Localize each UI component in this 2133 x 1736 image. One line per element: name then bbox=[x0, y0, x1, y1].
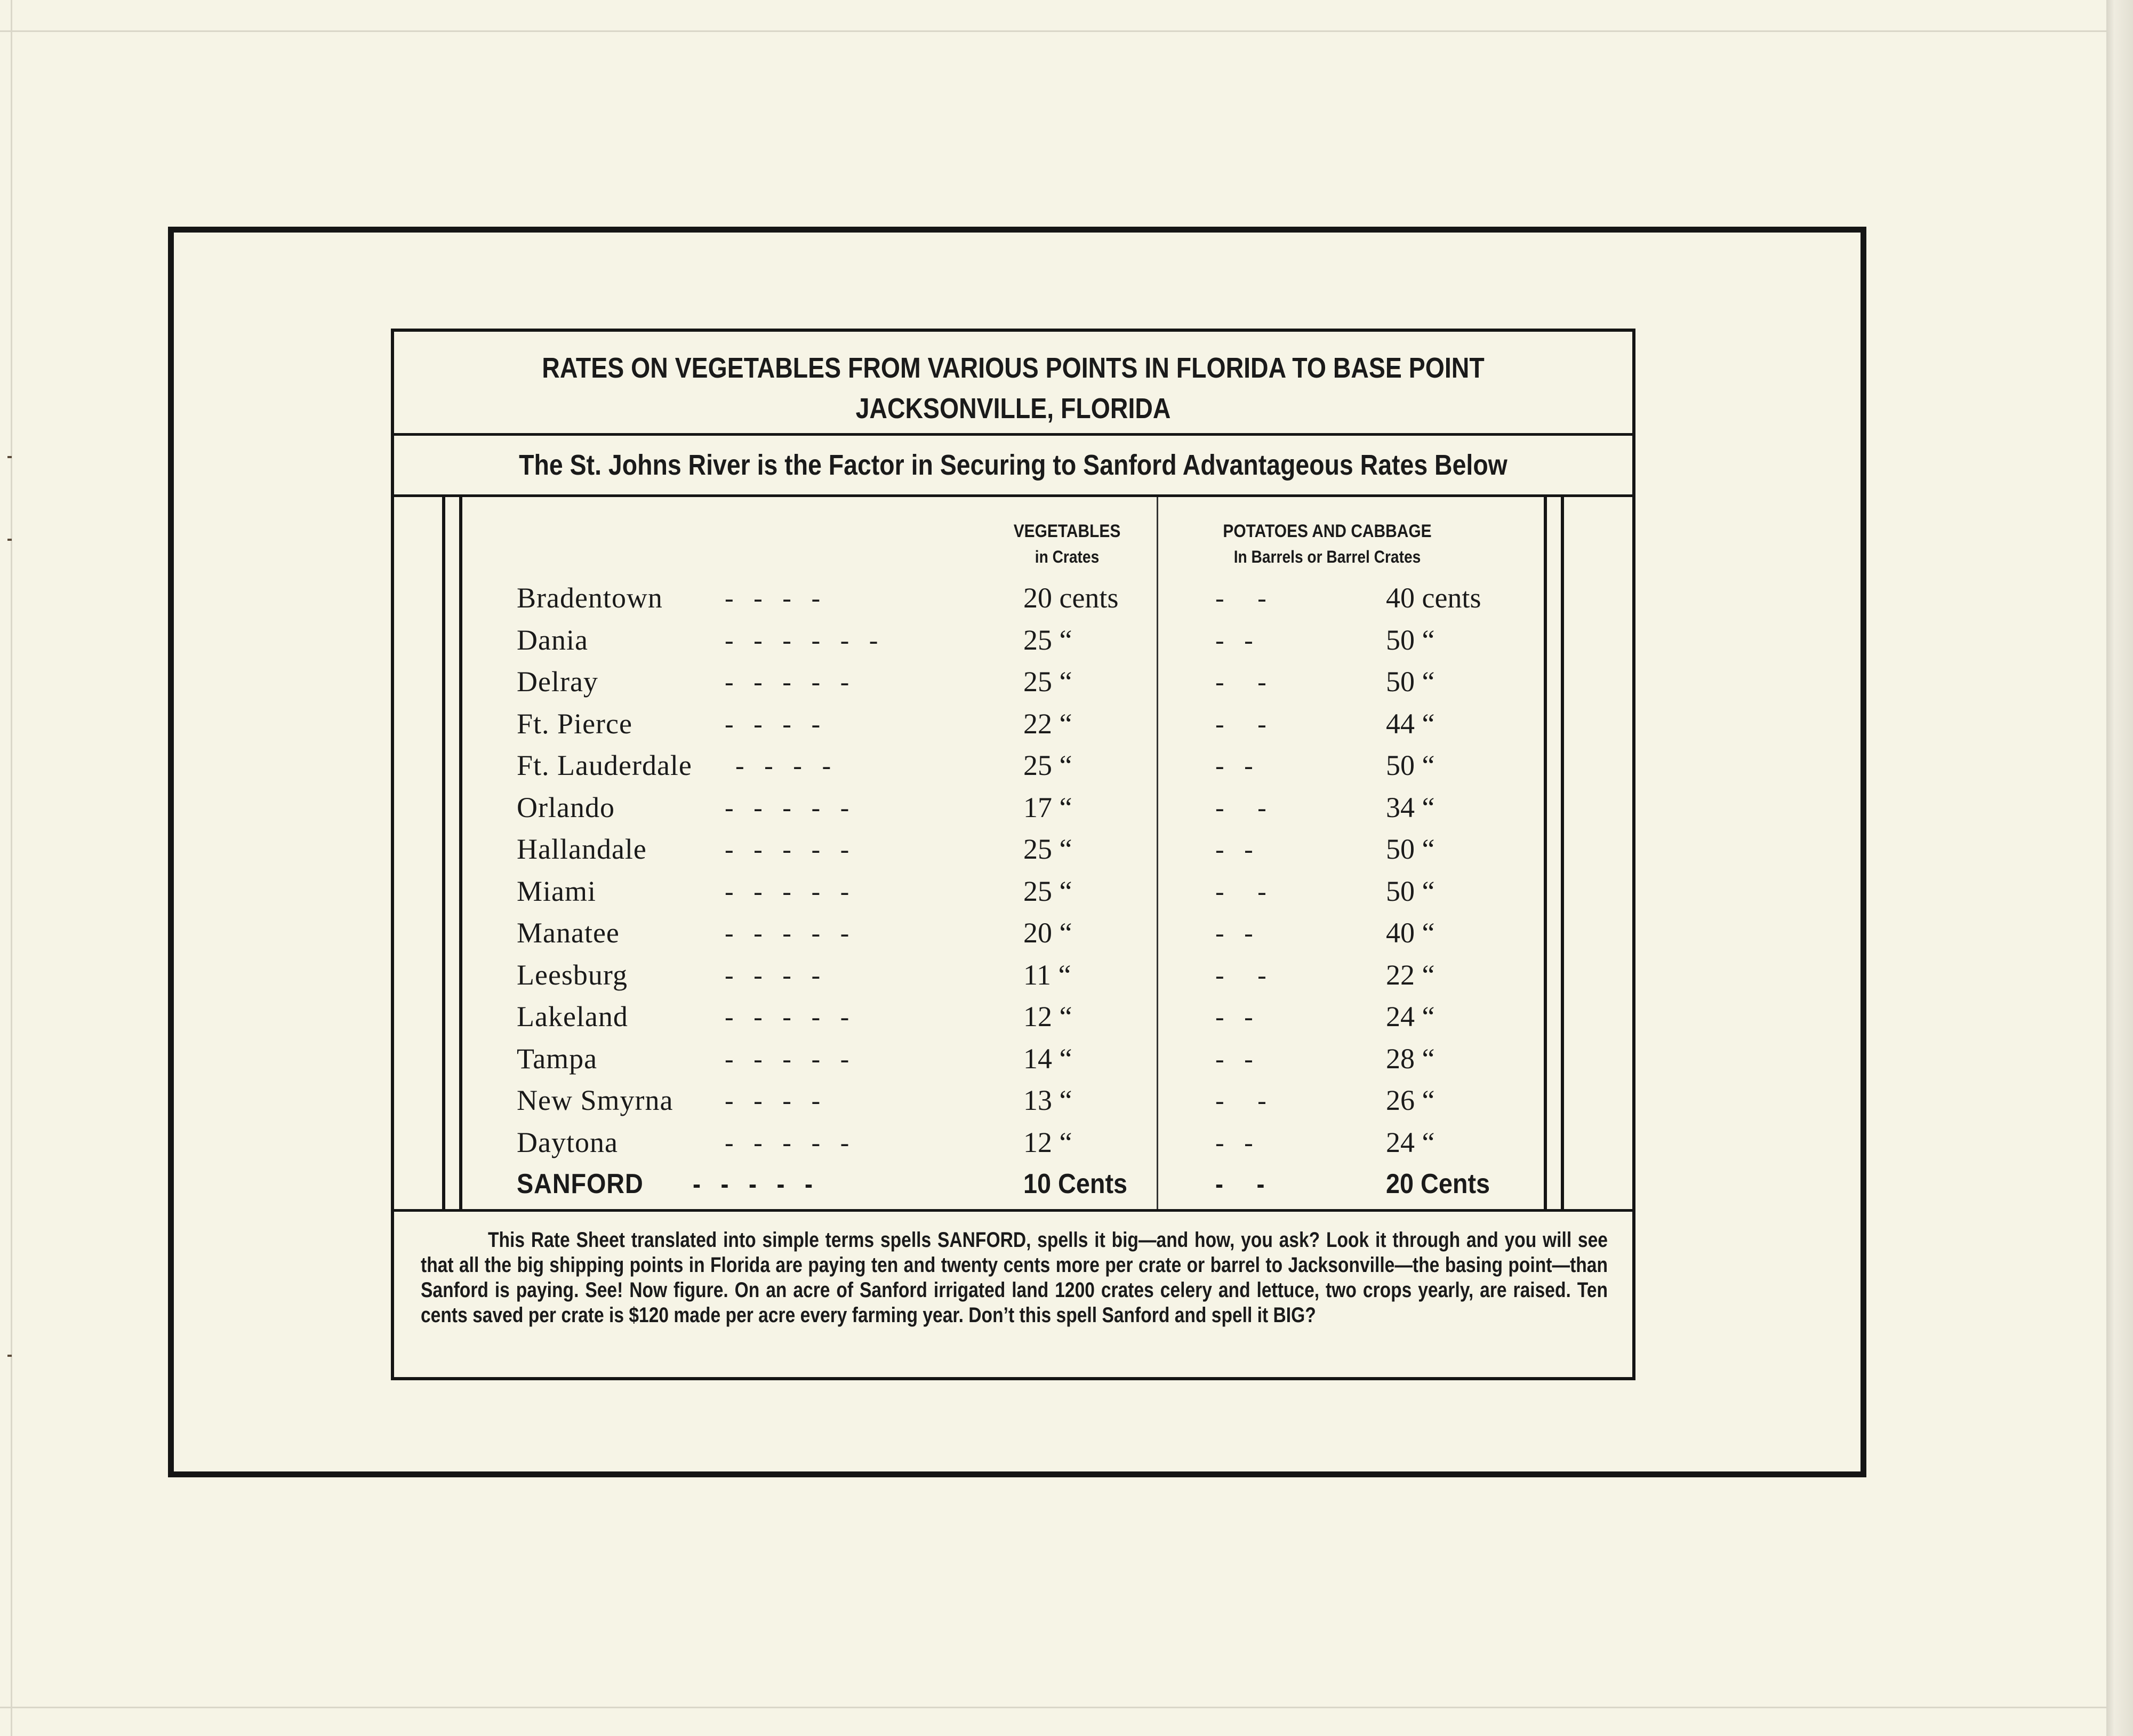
potatoes-column-header bbox=[1200, 518, 1454, 570]
leader-dashes: - - bbox=[1215, 918, 1253, 948]
table-row bbox=[394, 745, 1632, 786]
table-row bbox=[394, 703, 1632, 745]
page-left-edge bbox=[11, 0, 12, 1736]
divider bbox=[394, 494, 1632, 497]
city-name: Orlando bbox=[517, 791, 615, 823]
city-name: SANFORD bbox=[517, 1169, 644, 1199]
leader-dashes: - - - - bbox=[725, 1085, 821, 1115]
leader-dashes: - - bbox=[1215, 583, 1266, 613]
potato-rate: 40 cents bbox=[1386, 582, 1481, 614]
city-name: Bradentown bbox=[517, 582, 663, 614]
vegetables-subheader: in Crates bbox=[1035, 547, 1100, 566]
city-name: Daytona bbox=[517, 1126, 618, 1158]
leader-dashes: - - - - bbox=[725, 959, 821, 990]
potato-rate: 50 “ bbox=[1386, 833, 1435, 865]
potato-rate: 24 “ bbox=[1386, 1126, 1435, 1158]
table-row bbox=[394, 1079, 1632, 1121]
footnote-text: This Rate Sheet translated into simple terms spells SANFORD, spells it big—and how, you ask? Look it through and you will see that all the big shipping points in Florida are paying ten and twenty cents more per crate or barrel to Jacksonville—the basing point—than Sanford is paying. See! Now figure. On an acre of Sanford irrigated land 1200 crates celery and lettuce, two crops yearly, are raised. Ten cents saved per crate is $120 made per acre every farming year. Don’t this spell Sanford and spell it BIG? bbox=[421, 1228, 1608, 1327]
table-row bbox=[394, 661, 1632, 702]
vegetable-rate: 12 “ bbox=[1023, 1126, 1072, 1158]
city-name: New Smyrna bbox=[517, 1084, 673, 1116]
table-row bbox=[394, 619, 1632, 661]
leader-dashes: - - - - - - bbox=[725, 625, 878, 655]
potato-rate: 50 “ bbox=[1386, 749, 1435, 781]
city-name: Hallandale bbox=[517, 833, 647, 865]
potato-rate: 28 “ bbox=[1386, 1042, 1435, 1075]
table-row bbox=[394, 870, 1632, 912]
divider bbox=[394, 433, 1632, 436]
page-title bbox=[481, 348, 1546, 429]
potato-rate: 22 “ bbox=[1386, 958, 1435, 991]
city-name: Dania bbox=[517, 623, 588, 656]
potato-rate: 34 “ bbox=[1386, 791, 1435, 823]
potato-rate: 44 “ bbox=[1386, 707, 1435, 740]
vegetables-header: VEGETABLES bbox=[1013, 521, 1121, 541]
vegetable-rate: 25 “ bbox=[1023, 875, 1072, 907]
leader-dashes: - - bbox=[1215, 667, 1266, 697]
title-line-2: JACKSONVILLE, FLORIDA bbox=[855, 393, 1171, 425]
vegetable-rate: 14 “ bbox=[1023, 1042, 1072, 1075]
leader-dashes: - - bbox=[1215, 625, 1253, 655]
vegetable-rate: 25 “ bbox=[1023, 666, 1072, 698]
divider bbox=[394, 1209, 1632, 1212]
potato-rate: 50 “ bbox=[1386, 623, 1435, 656]
title-line-1: RATES ON VEGETABLES FROM VARIOUS POINTS IN FLORIDA TO BASE POINT bbox=[542, 352, 1485, 384]
leader-dashes: - - bbox=[1215, 1169, 1265, 1199]
potato-rate: 50 “ bbox=[1386, 875, 1435, 907]
city-name: Tampa bbox=[517, 1042, 598, 1075]
leader-dashes: - - - - - bbox=[725, 792, 849, 822]
table-row bbox=[394, 1122, 1632, 1163]
potatoes-header: POTATOES AND CABBAGE bbox=[1223, 521, 1432, 541]
vegetable-rate: 10 Cents bbox=[1023, 1169, 1128, 1199]
leader-dashes: - - bbox=[1215, 1002, 1253, 1031]
vegetable-rate: 22 “ bbox=[1023, 707, 1072, 740]
potato-rate: 26 “ bbox=[1386, 1084, 1435, 1116]
binding-mark bbox=[7, 1355, 12, 1357]
vegetable-rate: 25 “ bbox=[1023, 623, 1072, 656]
footnote bbox=[421, 1228, 1610, 1328]
leader-dashes: - - - - - bbox=[725, 1043, 849, 1074]
leader-dashes: - - - - bbox=[725, 583, 821, 613]
table-row bbox=[394, 787, 1632, 828]
city-name: Leesburg bbox=[517, 958, 628, 991]
potato-rate: 20 Cents bbox=[1386, 1169, 1490, 1199]
city-name: Ft. Lauderdale bbox=[517, 749, 692, 781]
vegetable-rate: 20 cents bbox=[1023, 582, 1119, 614]
vegetable-rate: 12 “ bbox=[1023, 1001, 1072, 1033]
leader-dashes: - - bbox=[1215, 1043, 1253, 1074]
page-top-edge bbox=[0, 0, 2133, 32]
table-row bbox=[394, 954, 1632, 996]
city-name: Lakeland bbox=[517, 1001, 628, 1033]
table-row bbox=[394, 1163, 1632, 1205]
leader-dashes: - - bbox=[1215, 1127, 1253, 1157]
page-bottom-edge bbox=[0, 1707, 2133, 1736]
leader-dashes: - - bbox=[1215, 792, 1266, 822]
leader-dashes: - - - - - bbox=[725, 1127, 849, 1157]
vegetable-rate: 17 “ bbox=[1023, 791, 1072, 823]
leader-dashes: - - - - - bbox=[725, 834, 849, 864]
table-row bbox=[394, 996, 1632, 1037]
city-name: Ft. Pierce bbox=[517, 707, 632, 740]
vegetable-rate: 25 “ bbox=[1023, 749, 1072, 781]
leader-dashes: - - - - - bbox=[725, 918, 849, 948]
leader-dashes: - - - - bbox=[735, 750, 831, 780]
potato-rate: 50 “ bbox=[1386, 666, 1435, 698]
leader-dashes: - - bbox=[1215, 750, 1253, 780]
leader-dashes: - - - - - bbox=[725, 667, 849, 697]
leader-dashes: - - bbox=[1215, 1085, 1266, 1115]
city-name: Manatee bbox=[517, 917, 620, 949]
leader-dashes: - - bbox=[1215, 834, 1253, 864]
city-name: Miami bbox=[517, 875, 596, 907]
leader-dashes: - - - - - bbox=[693, 1169, 813, 1199]
leader-dashes: - - bbox=[1215, 708, 1266, 739]
vegetable-rate: 20 “ bbox=[1023, 917, 1072, 949]
potatoes-subheader: In Barrels or Barrel Crates bbox=[1233, 547, 1421, 566]
vegetables-column-header bbox=[997, 518, 1137, 570]
table-row bbox=[394, 577, 1632, 619]
vegetable-rate: 13 “ bbox=[1023, 1084, 1072, 1116]
leader-dashes: - - - - - bbox=[725, 1002, 849, 1031]
page-right-edge bbox=[2106, 0, 2133, 1736]
vegetable-rate: 11 “ bbox=[1023, 958, 1071, 991]
table-row bbox=[394, 912, 1632, 954]
vegetable-rate: 25 “ bbox=[1023, 833, 1072, 865]
potato-rate: 40 “ bbox=[1386, 917, 1435, 949]
city-name: Delray bbox=[517, 666, 598, 698]
leader-dashes: - - bbox=[1215, 876, 1266, 906]
binding-mark bbox=[7, 539, 12, 541]
leader-dashes: - - - - - bbox=[725, 876, 849, 906]
leader-dashes: - - - - bbox=[725, 708, 821, 739]
table-row bbox=[394, 1038, 1632, 1079]
binding-mark bbox=[7, 456, 12, 458]
potato-rate: 24 “ bbox=[1386, 1001, 1435, 1033]
subtitle: The St. Johns River is the Factor in Securing to Sanford Advantageous Rates Below bbox=[519, 449, 1507, 481]
rate-sheet-box bbox=[391, 329, 1635, 1380]
leader-dashes: - - bbox=[1215, 959, 1266, 990]
table-row bbox=[394, 828, 1632, 870]
